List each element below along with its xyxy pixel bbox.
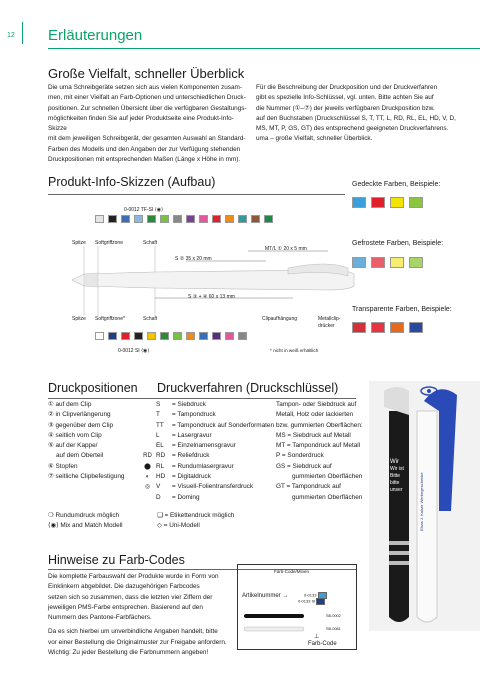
druckverfahren-text: = Lasergravur — [172, 431, 212, 439]
transparent-swatch — [352, 322, 366, 333]
intro-line: möglichkeiten finden Sie auf jeder Produktseite eine Produkt-Info-Skizze — [48, 114, 234, 133]
gedeckte-swatch — [352, 197, 366, 208]
druckverfahren-code: D — [156, 493, 161, 501]
intro-line: Für die Beschreibung der Druckposition und der Druckverfahren — [256, 84, 438, 91]
label-clip: Clipaufhängung — [262, 316, 298, 322]
bottom-color-swatch — [108, 332, 117, 340]
farbcodes-line: Die komplette Farbauswahl der Produkte wurde in Form von — [48, 573, 219, 580]
druckpositionen-heading: Druckpositionen — [48, 381, 138, 395]
transparent-swatch — [371, 322, 385, 333]
druckverfahren-icon: ◎ — [144, 484, 151, 491]
rundum-icon: ❍ — [48, 512, 56, 519]
top-color-swatch — [251, 215, 260, 223]
top-color-swatch — [173, 215, 182, 223]
bottom-color-swatch — [173, 332, 182, 340]
position-item: ② in Clipverlängerung — [48, 411, 111, 419]
bottom-color-swatch — [199, 332, 208, 340]
top-color-swatch — [199, 215, 208, 223]
druckverfahren-code: HD — [156, 473, 166, 481]
druckverfahren-heading: Druckverfahren (Druckschlüssel) — [157, 381, 339, 395]
uni-label: = Uni-Modell — [163, 522, 200, 530]
pen1-line: Bitte — [390, 473, 401, 479]
pen-grip — [84, 273, 98, 287]
metal-item: GS = Siebdruck auf — [276, 462, 332, 470]
druckverfahren-code: T — [156, 411, 160, 419]
label-schaft: Schaft — [143, 240, 158, 246]
top-color-swatch — [212, 215, 221, 223]
top-code: 0-0012 TF-SI ⟨◉⟩ — [124, 207, 164, 213]
pen2-print — [419, 451, 424, 531]
gefrostet-swatch — [390, 257, 404, 268]
druckverfahren-code: RL — [156, 462, 165, 470]
bottom-color-swatch — [186, 332, 195, 340]
intro-col2 — [256, 83, 466, 145]
position-item: ① auf dem Clip — [48, 401, 92, 408]
top-color-swatch — [186, 215, 195, 223]
bottom-color-swatch — [95, 332, 104, 340]
metal-item: Metall, Holz oder lackierten — [276, 411, 354, 419]
position-item: ⑦ seitliche Clipbefestigung — [48, 473, 125, 481]
arrow-up-icon: ⊥ — [314, 634, 320, 640]
bottom-color-swatch — [238, 332, 247, 340]
legend-left — [48, 511, 123, 532]
metal-item: MT = Tampondruck auf Metall — [276, 442, 361, 450]
farbcode-box — [237, 564, 357, 650]
druckverfahren-code: TT — [156, 421, 164, 429]
intro-line: men, mit einer Vielfalt an Farb-Optionen und unterschiedlichen Druck- — [48, 94, 246, 102]
artikelnummer-label: Artikelnummer → — [242, 593, 289, 599]
metal-item: MS = Siebdruck auf Metall — [276, 431, 351, 439]
farbcodes-text — [48, 572, 228, 658]
intro-line: gibt es spezielle Info-Schlüssel, vgl. unten. Bitte achten Sie auf — [256, 94, 434, 102]
druckverfahren-text: = Rundumlasergravur — [172, 462, 234, 470]
black-pen-clip — [384, 387, 409, 415]
metal-item: GT = Tampondruck auf — [276, 483, 341, 491]
druckverfahren-item — [143, 421, 274, 431]
position-item: ④ seitlich vom Clip — [48, 431, 102, 439]
intro-heading: Große Vielfalt, schneller Überblick — [48, 66, 245, 81]
metal-item: bzw. gummierten Oberflächen: — [276, 421, 363, 429]
druckverfahren-code: RD — [156, 452, 166, 460]
pen-thumbnails — [242, 611, 314, 637]
pen2-name: Elsas J. Kaiser — [419, 504, 424, 531]
farbcodes-line: vor einer Bestellung die Originalmuster zur Freigabe anfordern. — [48, 638, 227, 646]
code-line-1: 0-0133 — [304, 592, 328, 599]
position-item: ⑥ Stopfen — [48, 462, 78, 470]
druckverfahren-item — [143, 482, 274, 492]
legend-right — [157, 511, 234, 532]
druckverfahren-list — [143, 400, 274, 503]
bottom-color-swatch — [121, 332, 130, 340]
farbcodes-line: Da es sich hierbei um unverbindliche Angaben handelt, bitte — [48, 628, 218, 636]
druckverfahren-item — [143, 410, 274, 420]
mix-match-icon: ⟨◉⟩ — [141, 348, 150, 354]
farbcode-label: Farb-Code — [308, 641, 337, 647]
sketch-note: * nicht in weiß erhältlich — [270, 348, 319, 353]
druckverfahren-code: EL — [156, 442, 164, 450]
farbcodes-line: setzen sich so zusammen, dass die letzten vier Ziffern der — [48, 593, 213, 601]
farbcodes-heading: Hinweise zu Farb-Codes — [48, 553, 185, 567]
druckverfahren-icon: ⬤ — [144, 463, 151, 470]
gedeckte-swatch — [371, 197, 385, 208]
druckverfahren-item — [143, 431, 274, 441]
top-color-swatch — [147, 215, 156, 223]
druckverfahren-text: = Visuell-Folientransferdruck — [172, 483, 254, 491]
intro-line: Druckpositionen mit entsprechenden Maßen (Länge x Höhe in mm). — [48, 156, 241, 164]
mix-match-icon: ⟨◉⟩ — [48, 522, 61, 530]
position-item: ⑤ auf der Kappe/ — [48, 442, 98, 450]
bottom-color-swatch — [147, 332, 156, 340]
druckverfahren-icon: ◐ — [145, 474, 150, 481]
rundum-label: Rundumdruck möglich — [55, 512, 120, 519]
intro-line: mit dem jeweiligen Schreibgerät, der gesamten Auswahl an Standard- — [48, 135, 246, 143]
label-schaft-bottom: Schaft — [143, 316, 158, 322]
druckverfahren-text: = Digitaldruck — [172, 473, 211, 481]
metal-item: P = Sonderdruck — [276, 452, 324, 460]
page-number: 12 — [7, 32, 15, 39]
intro-line: Farben des Modells und den Angaben der zur Verfügung stehenden — [48, 145, 241, 153]
druckverfahren-item — [143, 451, 274, 461]
intro-line: die Nummer (①–⑦) der jeweils verfügbaren Druckposition bzw. — [256, 104, 435, 112]
top-color-swatch — [238, 215, 247, 223]
pen-body — [72, 270, 354, 290]
metal-item: gummierten Oberflächen — [292, 493, 363, 501]
arrow-right-icon: → — [282, 593, 289, 599]
intro-line: Die uma Schreibgeräte setzen sich aus vielen Komponenten zusam- — [48, 84, 242, 91]
top-color-swatch — [108, 215, 117, 223]
top-color-swatch — [95, 215, 104, 223]
druckpositionen-list — [48, 400, 124, 482]
intro-line: auf den Buchstaben (Druckschlüssel S, T, TT, L, RD, RL, EL, HD, V, D, — [256, 114, 456, 122]
position-item: auf dem Oberteil — [56, 452, 104, 460]
label-spitze-bottom: Spitze — [72, 316, 86, 322]
top-color-swatch — [134, 215, 143, 223]
gedeckte-swatch — [409, 197, 423, 208]
bottom-color-swatch — [160, 332, 169, 340]
farbcodes-line: Einklinkern abgebildet. Die dazugehörigen Farbcodes — [48, 583, 200, 591]
transparent-swatch — [409, 322, 423, 333]
druckverfahren-text: = Siebdruck — [172, 401, 206, 408]
pen1-line: Wir ist — [390, 466, 404, 472]
metal-item: Tampon- oder Siebdruck auf — [276, 401, 357, 408]
gefrostet-swatch — [409, 257, 423, 268]
druckverfahren-item — [143, 493, 274, 503]
gefrostet-label: Gefrostete Farben, Beispiele: — [352, 240, 444, 247]
druckverfahren-text: = Tampondruck — [172, 411, 216, 419]
druckverfahren-metal — [276, 400, 363, 503]
transparent-swatch — [390, 322, 404, 333]
mix-label: Mix and Match Modell — [60, 522, 123, 530]
etikett-label: = Etikettendruck möglich — [164, 512, 235, 519]
top-color-swatch — [121, 215, 130, 223]
pen1-text: Wir — [390, 459, 399, 465]
pen1-print — [390, 459, 408, 494]
page-title: Erläuterungen — [48, 27, 143, 44]
header-underline — [48, 48, 480, 49]
code-small-2: SB-0081 — [326, 627, 341, 631]
pen1-line: bitte — [390, 480, 400, 486]
druckverfahren-item — [143, 441, 274, 451]
top-color-swatch — [160, 215, 169, 223]
druckverfahren-text: = Einzelnamensgravur — [172, 442, 236, 450]
top-color-swatch — [264, 215, 273, 223]
intro-line: positionen. Zur schnellen Übersicht über die verfügbaren Gestaltungs- — [48, 104, 247, 112]
intro-line: MS, MT, P, GS, GT) des entsprechend geeigneten Druckverfahrens. — [256, 125, 449, 133]
pen2-sub: Werbegeschenke — [419, 472, 424, 504]
farbcodes-line: Nummern des Pantone-Farbfächers. — [48, 614, 152, 622]
sketch-heading: Produkt-Info-Skizzen (Aufbau) — [48, 175, 216, 189]
gedeckte-label: Gedeckte Farben, Beispiele: — [352, 181, 441, 188]
farbcode-box-title: Farb-Code/Minen — [274, 569, 310, 574]
sketch-underline — [48, 194, 345, 195]
label-spitze: Spitze — [72, 240, 86, 246]
label-softgriff: Softgriffzone — [95, 240, 123, 246]
pen-photo — [369, 381, 480, 631]
druckverfahren-text: = Tampondruck auf Sonderformaten — [172, 421, 275, 429]
intro-line: uma – große Vielfalt, schneller Überblick. — [256, 135, 373, 143]
druckverfahren-code: S — [156, 401, 161, 408]
druckverfahren-item — [143, 472, 274, 482]
farbcodes-line: jeweiligen PMS-Farbe entsprechen. Basierend auf den — [48, 603, 203, 611]
bottom-color-swatch — [134, 332, 143, 340]
druckverfahren-text: = Reliefdruck — [172, 452, 210, 460]
bottom-color-swatch — [212, 332, 221, 340]
dim-label-3: S ③ + ④ 60 x 13 mm — [188, 294, 235, 300]
black-pen — [389, 411, 409, 622]
uni-icon: ◇ — [157, 522, 164, 530]
transparent-label: Transparente Farben, Beispiele: — [352, 306, 452, 313]
metal-item: gummierten Oberflächen — [292, 473, 363, 481]
farbcodes-line: Wichtig: Zu jeder Bestellung die Farbnummern angeben! — [48, 649, 209, 657]
pen-photo-drawing — [369, 381, 480, 631]
gefrostet-swatch — [352, 257, 366, 268]
gedeckte-swatch — [390, 197, 404, 208]
position-item: ③ gegenüber dem Clip — [48, 421, 114, 429]
header-rule — [22, 22, 23, 44]
bottom-color-swatch — [225, 332, 234, 340]
druckverfahren-code: V — [156, 483, 161, 491]
section-underline — [48, 398, 356, 399]
code-small-1: SB-0002 — [326, 614, 341, 618]
label-metall: Metallclip- drücker — [318, 316, 341, 329]
dim-label-1: S ② 35 x 20 mm — [175, 256, 212, 262]
druckverfahren-item — [143, 400, 274, 410]
mix-match-icon: ⟨◉⟩ — [154, 207, 164, 213]
druckverfahren-item — [143, 462, 274, 472]
etikett-icon: ❏ — [157, 512, 165, 519]
intro-col1 — [48, 83, 248, 165]
top-color-swatch — [225, 215, 234, 223]
gefrostet-swatch — [371, 257, 385, 268]
druckverfahren-icon: RD — [143, 453, 152, 460]
label-softgriff-bottom: Softgriffzone* — [95, 316, 125, 322]
dim-label-2: MT/L ① 20 x 5 mm — [265, 246, 307, 252]
druckverfahren-code: L — [156, 431, 160, 439]
code-line-2: 0-0133 SI — [298, 598, 326, 605]
pen1-line: unser — [390, 487, 403, 493]
bottom-code: 0-0012 SI ⟨◉⟩ — [118, 348, 150, 354]
druckverfahren-text: = Doming — [172, 493, 200, 501]
